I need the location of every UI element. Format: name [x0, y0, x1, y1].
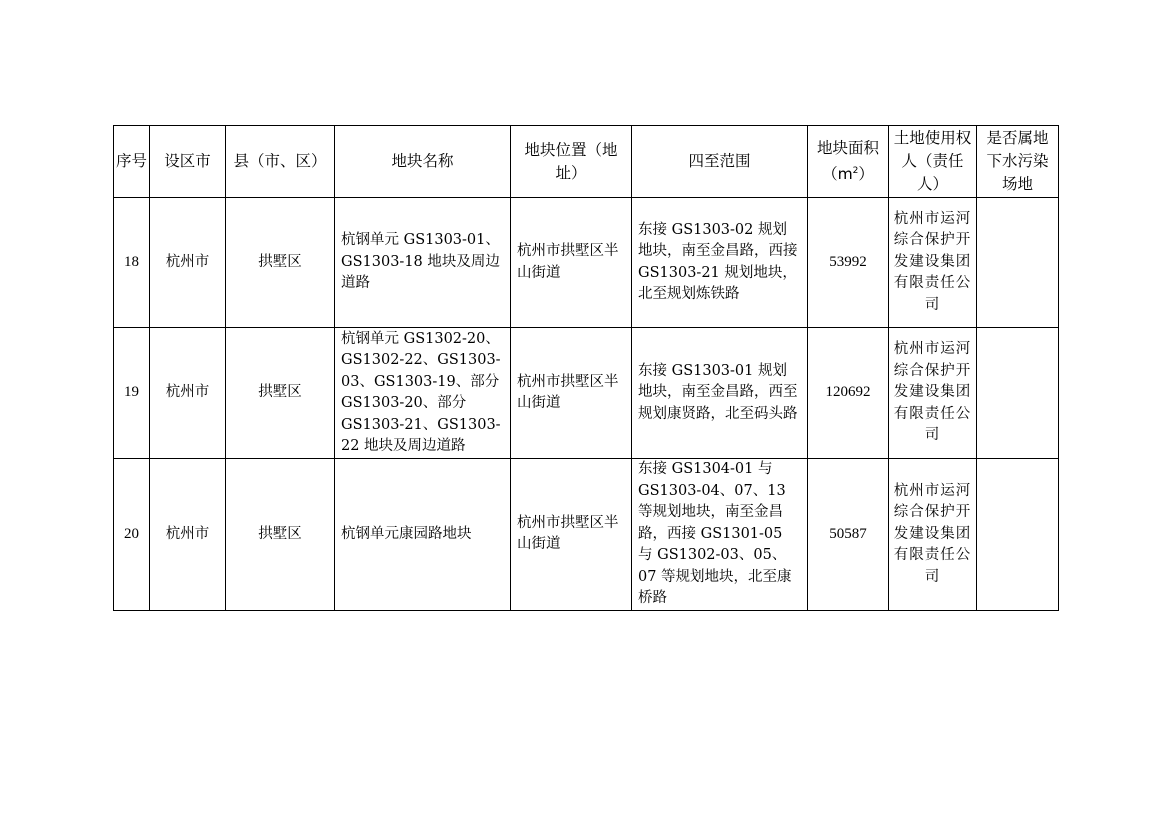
row-county: 拱墅区 [226, 459, 335, 611]
row-groundwater [977, 198, 1059, 328]
row-plot-location: 杭州市拱墅区半山街道 [511, 459, 632, 611]
header-groundwater: 是否属地下水污染场地 [977, 126, 1059, 198]
row-boundaries: 东接 GS1303-01 规划地块，南至金昌路，西至规划康贤路，北至码头路 [632, 328, 808, 459]
header-area-unit: $(m^2)$ [822, 165, 874, 184]
row-owner: 杭州市运河综合保护开发建设集团有限责任公司 [889, 198, 977, 328]
header-seq: 序号 [114, 126, 150, 198]
row-seq: 18 [114, 198, 150, 328]
header-area-label: 地块面积 [816, 138, 879, 157]
header-area [808, 126, 889, 198]
row-plot-name: 杭钢单元康园路地块 [335, 459, 511, 611]
row-county: 拱墅区 [226, 328, 335, 459]
row-owner: 杭州市运河综合保护开发建设集团有限责任公司 [889, 328, 977, 459]
header-city: 设区市 [150, 126, 226, 198]
row-plot-name: 杭钢单元 GS1302-20、GS1302-22、GS1303-03、GS1303-19、部分 GS1303-20、部分 GS1303-21、GS1303-22 地块及周边道路 [335, 328, 511, 459]
row-city: 杭州市 [150, 459, 226, 611]
row-plot-location: 杭州市拱墅区半山街道 [511, 328, 632, 459]
header-plot-location: 地块位置（地址） [511, 126, 632, 198]
row-boundaries: 东接 GS1303-02 规划地块，南至金昌路，西接 GS1303-21 规划地块，北至规划炼铁路 [632, 198, 808, 328]
header-boundaries: 四至范围 [632, 126, 808, 198]
header-county: 县（市、区） [226, 126, 335, 198]
table-row [114, 328, 1059, 459]
row-seq: 20 [114, 459, 150, 611]
header-plot-name: 地块名称 [335, 126, 511, 198]
row-area: 53992 [808, 198, 889, 328]
header-owner: 土地使用权人（责任人） [889, 126, 977, 198]
row-groundwater [977, 328, 1059, 459]
row-county: 拱墅区 [226, 198, 335, 328]
table-row [114, 198, 1059, 328]
row-area: 50587 [808, 459, 889, 611]
row-plot-location: 杭州市拱墅区半山街道 [511, 198, 632, 328]
row-seq: 19 [114, 328, 150, 459]
row-plot-name: 杭钢单元 GS1303-01、GS1303-18 地块及周边道路 [335, 198, 511, 328]
table-row [114, 459, 1059, 611]
header-row [114, 126, 1059, 198]
row-boundaries: 东接 GS1304-01 与 GS1303-04、07、13 等规划地块，南至金昌路，西接 GS1301-05 与 GS1302-03、05、07 等规划地块，北至康桥路 [632, 459, 808, 611]
row-groundwater [977, 459, 1059, 611]
row-city: 杭州市 [150, 198, 226, 328]
row-owner: 杭州市运河综合保护开发建设集团有限责任公司 [889, 459, 977, 611]
row-area: 120692 [808, 328, 889, 459]
row-city: 杭州市 [150, 328, 226, 459]
plots-table [113, 125, 1059, 611]
